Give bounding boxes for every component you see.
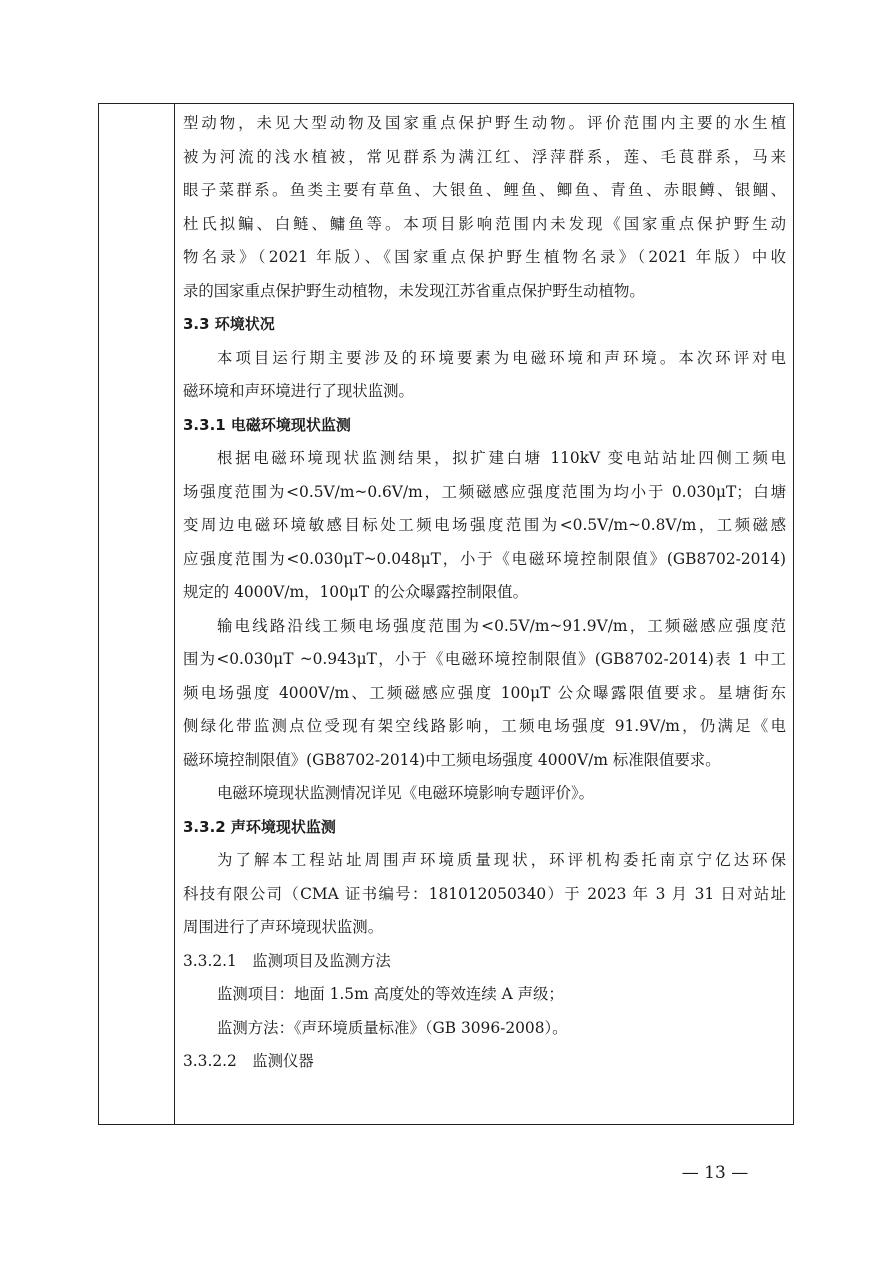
text-line: 规定的 4000V/m，100μT 的公众曝露控制限值。 bbox=[183, 583, 528, 601]
text-line: 录的国家重点保护野生动植物，未发现江苏省重点保护野生动植物。 bbox=[183, 281, 645, 300]
text-line: 杜氏拟鳊、白鲢、鳙鱼等。本项目影响范围内未发现《国家重点保护野生动 bbox=[183, 214, 786, 233]
text-line: 监测项目：地面 1.5m 高度处的等效连续 A 声级； bbox=[217, 985, 564, 1003]
text-line: 磁环境和声环境进行了现状监测。 bbox=[183, 382, 414, 400]
section-heading: 3.3.2 声环境现状监测 bbox=[183, 817, 336, 836]
section-heading: 3.3 环境状况 bbox=[183, 315, 275, 333]
subsection-title: 3.3.2.2 监测仪器 bbox=[183, 1052, 314, 1070]
text-line: 本项目运行期主要涉及的环境要素为电磁环境和声环境。本次环评对电 bbox=[217, 348, 786, 367]
text-line: 频电场强度 4000V/m、工频磁感应强度 100μT 公众曝露限值要求。星塘街东 bbox=[183, 683, 786, 702]
text-line: 磁环境控制限值》(GB8702-2014)中工频电场强度 4000V/m 标准限值要求。 bbox=[183, 750, 721, 769]
text-line: 被为河流的浅水植被，常见群系为满江红、浮萍群系，莲、毛茛群系，马来 bbox=[183, 147, 786, 166]
content-table bbox=[98, 103, 794, 1125]
text-line: 变周边电磁环境敏感目标处工频电场强度范围为<0.5V/m~0.8V/m，工频磁感 bbox=[183, 516, 786, 534]
page-number: — 13 — bbox=[681, 1163, 749, 1183]
table-label-column bbox=[99, 104, 175, 1124]
text-line: 场强度范围为<0.5V/m~0.6V/m，工频磁感应强度范围为均小于 0.030μT；白塘 bbox=[183, 482, 786, 501]
text-line: 根据电磁环境现状监测结果，拟扩建白塘 110kV 变电站站址四侧工频电 bbox=[217, 449, 786, 467]
text-line: 应强度范围为<0.030μT~0.048μT，小于《电磁环境控制限值》(GB8702-2014) bbox=[183, 549, 786, 568]
text-line: 物名录》（2021 年版）、《国家重点保护野生植物名录》（2021 年版）中收 bbox=[183, 248, 786, 266]
table-content-cell bbox=[183, 107, 786, 1079]
text-line: 周围进行了声环境现状监测。 bbox=[183, 918, 384, 936]
text-line: 监测方法：《声环境质量标准》（GB 3096-2008）。 bbox=[217, 1018, 568, 1037]
text-line: 输电线路沿线工频电场强度范围为<0.5V/m~91.9V/m，工频磁感应强度范 bbox=[217, 616, 786, 635]
section-heading: 3.3.1 电磁环境现状监测 bbox=[183, 415, 351, 434]
text-line: 侧绿化带监测点位受现有架空线路影响，工频电场强度 91.9V/m，仍满足《电 bbox=[183, 717, 786, 735]
text-line: 为了解本工程站址周围声环境质量现状，环评机构委托南京宁亿达环保 bbox=[217, 851, 786, 869]
text-line: 围为<0.030μT ~0.943μT，小于《电磁环境控制限值》(GB8702-2014)表 1 中工 bbox=[183, 650, 786, 668]
text-line: 型动物，未见大型动物及国家重点保护野生动物。评价范围内主要的水生植 bbox=[183, 114, 786, 132]
subsection-title: 3.3.2.1 监测项目及监测方法 bbox=[183, 951, 391, 970]
text-line: 眼子菜群系。鱼类主要有草鱼、大银鱼、鲤鱼、鲫鱼、青鱼、赤眼鳟、银鲴、 bbox=[183, 181, 786, 199]
text-line: 电磁环境现状监测情况详见《电磁环境影响专题评价》。 bbox=[217, 784, 595, 802]
text-line: 科技有限公司（CMA 证书编号：181012050340）于 2023 年 3 月 31 日对站址 bbox=[183, 884, 786, 903]
